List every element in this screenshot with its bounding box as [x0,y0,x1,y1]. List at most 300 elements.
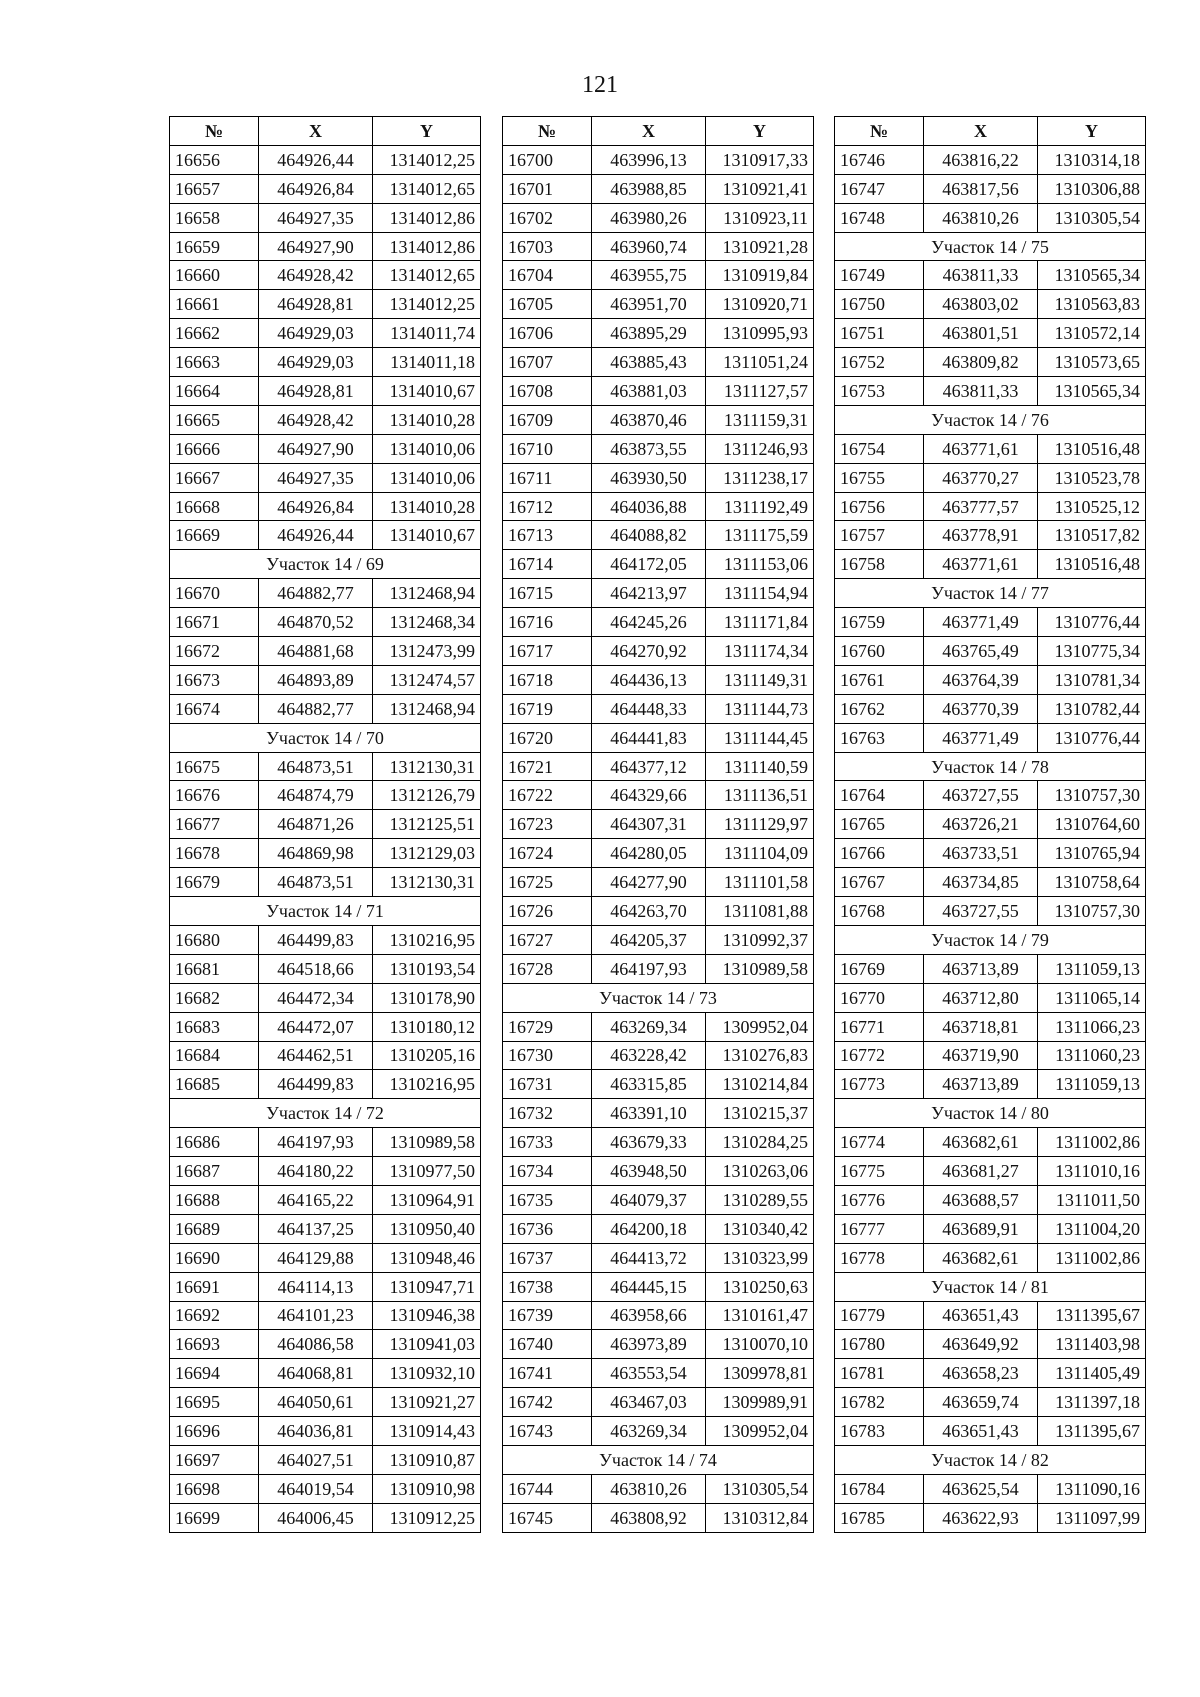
section-row [835,752,1146,781]
y-coordinate-cell: 1314010,67 [373,377,481,406]
x-coordinate-cell: 463682,61 [924,1243,1038,1272]
point-number-cell: 16759 [835,608,924,637]
table-row [503,1474,814,1503]
table-row [835,1474,1146,1503]
y-coordinate-cell: 1310757,30 [1038,897,1146,926]
point-number-cell: 16768 [835,897,924,926]
section-row [835,232,1146,261]
column-header-y: Y [373,117,481,146]
point-number-cell: 16702 [503,203,592,232]
table-row [170,348,481,377]
table-row [503,781,814,810]
table-row [170,1128,481,1157]
section-title: Участок 14 / 75 [835,232,1146,261]
y-coordinate-cell: 1314010,06 [373,434,481,463]
table-row [835,983,1146,1012]
point-number-cell: 16672 [170,637,259,666]
table-row [503,694,814,723]
x-coordinate-cell: 464927,90 [259,434,373,463]
x-coordinate-cell: 464086,58 [259,1330,373,1359]
point-number-cell: 16745 [503,1503,592,1532]
y-coordinate-cell: 1310250,63 [706,1272,814,1301]
x-coordinate-cell: 463713,89 [924,954,1038,983]
x-coordinate-cell: 463719,90 [924,1041,1038,1070]
x-coordinate-cell: 463467,03 [592,1388,706,1417]
y-coordinate-cell: 1314012,86 [373,232,481,261]
x-coordinate-cell: 463713,89 [924,1070,1038,1099]
y-coordinate-cell: 1310992,37 [706,925,814,954]
y-coordinate-cell: 1314010,06 [373,463,481,492]
coordinates-table-2 [502,116,814,1533]
point-number-cell: 16708 [503,377,592,406]
x-coordinate-cell: 463996,13 [592,145,706,174]
x-coordinate-cell: 463771,49 [924,608,1038,637]
table-row [170,1301,481,1330]
section-row [170,550,481,579]
point-number-cell: 16700 [503,145,592,174]
point-number-cell: 16774 [835,1128,924,1157]
section-title: Участок 14 / 73 [503,983,814,1012]
x-coordinate-cell: 463649,92 [924,1330,1038,1359]
x-coordinate-cell: 463727,55 [924,897,1038,926]
table-row [170,810,481,839]
table-row [835,1417,1146,1446]
x-coordinate-cell: 464088,82 [592,521,706,550]
point-number-cell: 16754 [835,434,924,463]
table-row [170,1474,481,1503]
x-coordinate-cell: 464027,51 [259,1445,373,1474]
y-coordinate-cell: 1314010,67 [373,521,481,550]
x-coordinate-cell: 463391,10 [592,1099,706,1128]
table-row [503,1099,814,1128]
point-number-cell: 16775 [835,1157,924,1186]
table-row [503,1070,814,1099]
y-coordinate-cell: 1314012,25 [373,290,481,319]
y-coordinate-cell: 1310910,98 [373,1474,481,1503]
y-coordinate-cell: 1311403,98 [1038,1330,1146,1359]
y-coordinate-cell: 1310323,99 [706,1243,814,1272]
table-row [170,637,481,666]
x-coordinate-cell: 464893,89 [259,665,373,694]
point-number-cell: 16748 [835,203,924,232]
y-coordinate-cell: 1310921,28 [706,232,814,261]
section-title: Участок 14 / 82 [835,1445,1146,1474]
x-coordinate-cell: 463955,75 [592,261,706,290]
table-row [835,434,1146,463]
y-coordinate-cell: 1311171,84 [706,608,814,637]
point-number-cell: 16726 [503,897,592,926]
point-number-cell: 16722 [503,781,592,810]
section-row [835,925,1146,954]
table-row [170,925,481,954]
x-coordinate-cell: 463958,66 [592,1301,706,1330]
point-number-cell: 16709 [503,405,592,434]
table-row [170,608,481,637]
x-coordinate-cell: 463811,33 [924,377,1038,406]
table-row [503,232,814,261]
y-coordinate-cell: 1310516,48 [1038,550,1146,579]
section-title: Участок 14 / 81 [835,1272,1146,1301]
table-row [835,694,1146,723]
x-coordinate-cell: 464137,25 [259,1214,373,1243]
y-coordinate-cell: 1310216,95 [373,1070,481,1099]
x-coordinate-cell: 464927,90 [259,232,373,261]
x-coordinate-cell: 463681,27 [924,1157,1038,1186]
x-coordinate-cell: 464928,81 [259,290,373,319]
y-coordinate-cell: 1310565,34 [1038,261,1146,290]
point-number-cell: 16770 [835,983,924,1012]
x-coordinate-cell: 463269,34 [592,1012,706,1041]
point-number-cell: 16682 [170,983,259,1012]
x-coordinate-cell: 464929,03 [259,319,373,348]
point-number-cell: 16717 [503,637,592,666]
table-row [503,810,814,839]
x-coordinate-cell: 463771,61 [924,434,1038,463]
point-number-cell: 16656 [170,145,259,174]
table-row [503,1330,814,1359]
point-number-cell: 16678 [170,839,259,868]
table-row [835,521,1146,550]
x-coordinate-cell: 463733,51 [924,839,1038,868]
table-row [170,174,481,203]
table-row [835,261,1146,290]
y-coordinate-cell: 1312130,31 [373,752,481,781]
point-number-cell: 16692 [170,1301,259,1330]
table-row [170,579,481,608]
point-number-cell: 16755 [835,463,924,492]
table-row [170,1417,481,1446]
x-coordinate-cell: 464079,37 [592,1185,706,1214]
x-coordinate-cell: 463885,43 [592,348,706,377]
x-coordinate-cell: 464499,83 [259,1070,373,1099]
x-coordinate-cell: 464928,42 [259,405,373,434]
x-coordinate-cell: 464280,05 [592,839,706,868]
y-coordinate-cell: 1310950,40 [373,1214,481,1243]
point-number-cell: 16671 [170,608,259,637]
x-coordinate-cell: 463651,43 [924,1417,1038,1446]
point-number-cell: 16706 [503,319,592,348]
point-number-cell: 16783 [835,1417,924,1446]
y-coordinate-cell: 1311059,13 [1038,954,1146,983]
point-number-cell: 16777 [835,1214,924,1243]
point-number-cell: 16688 [170,1185,259,1214]
page-number: 121 [582,72,618,98]
table-row [835,868,1146,897]
y-coordinate-cell: 1311002,86 [1038,1243,1146,1272]
x-coordinate-cell: 463811,33 [924,261,1038,290]
y-coordinate-cell: 1310572,14 [1038,319,1146,348]
point-number-cell: 16664 [170,377,259,406]
y-coordinate-cell: 1314011,18 [373,348,481,377]
table-row [835,1012,1146,1041]
table-row [503,1388,814,1417]
point-number-cell: 16751 [835,319,924,348]
table-row [503,145,814,174]
x-coordinate-cell: 463771,61 [924,550,1038,579]
table-row [835,463,1146,492]
y-coordinate-cell: 1310765,94 [1038,839,1146,868]
table-row [170,983,481,1012]
x-coordinate-cell: 464472,07 [259,1012,373,1041]
table-row [835,839,1146,868]
section-title: Участок 14 / 77 [835,579,1146,608]
point-number-cell: 16665 [170,405,259,434]
x-coordinate-cell: 463658,23 [924,1359,1038,1388]
y-coordinate-cell: 1310923,11 [706,203,814,232]
table-row [170,954,481,983]
point-number-cell: 16742 [503,1388,592,1417]
x-coordinate-cell: 463764,39 [924,665,1038,694]
y-coordinate-cell: 1311060,23 [1038,1041,1146,1070]
header-row [835,117,1146,146]
point-number-cell: 16660 [170,261,259,290]
point-number-cell: 16735 [503,1185,592,1214]
table-row [170,232,481,261]
y-coordinate-cell: 1310340,42 [706,1214,814,1243]
point-number-cell: 16666 [170,434,259,463]
y-coordinate-cell: 1310305,54 [706,1474,814,1503]
y-coordinate-cell: 1312125,51 [373,810,481,839]
table-row [170,145,481,174]
x-coordinate-cell: 464129,88 [259,1243,373,1272]
y-coordinate-cell: 1310776,44 [1038,608,1146,637]
point-number-cell: 16773 [835,1070,924,1099]
column-header-y: Y [706,117,814,146]
x-coordinate-cell: 464927,35 [259,463,373,492]
y-coordinate-cell: 1310775,34 [1038,637,1146,666]
table-row [170,1214,481,1243]
point-number-cell: 16669 [170,521,259,550]
x-coordinate-cell: 463228,42 [592,1041,706,1070]
y-coordinate-cell: 1310776,44 [1038,723,1146,752]
point-number-cell: 16719 [503,694,592,723]
point-number-cell: 16723 [503,810,592,839]
x-coordinate-cell: 464881,68 [259,637,373,666]
table-row [835,810,1146,839]
table-row [170,1157,481,1186]
point-number-cell: 16668 [170,492,259,521]
table-row [503,492,814,521]
section-title: Участок 14 / 69 [170,550,481,579]
y-coordinate-cell: 1311081,88 [706,897,814,926]
x-coordinate-cell: 463622,93 [924,1503,1038,1532]
y-coordinate-cell: 1310573,65 [1038,348,1146,377]
table-row [503,261,814,290]
x-coordinate-cell: 464036,88 [592,492,706,521]
point-number-cell: 16675 [170,752,259,781]
table-row [503,1128,814,1157]
x-coordinate-cell: 464172,05 [592,550,706,579]
table-row [503,897,814,926]
section-row [835,1099,1146,1128]
table-row [503,1272,814,1301]
table-row [170,203,481,232]
point-number-cell: 16761 [835,665,924,694]
y-coordinate-cell: 1311149,31 [706,665,814,694]
y-coordinate-cell: 1310948,46 [373,1243,481,1272]
point-number-cell: 16760 [835,637,924,666]
y-coordinate-cell: 1309978,81 [706,1359,814,1388]
table-row [170,1359,481,1388]
y-coordinate-cell: 1312468,94 [373,694,481,723]
x-coordinate-cell: 464928,81 [259,377,373,406]
point-number-cell: 16696 [170,1417,259,1446]
table-row [503,1359,814,1388]
x-coordinate-cell: 464518,66 [259,954,373,983]
table-row [835,897,1146,926]
y-coordinate-cell: 1311127,57 [706,377,814,406]
x-coordinate-cell: 464329,66 [592,781,706,810]
y-coordinate-cell: 1310525,12 [1038,492,1146,521]
point-number-cell: 16780 [835,1330,924,1359]
point-number-cell: 16693 [170,1330,259,1359]
point-number-cell: 16699 [170,1503,259,1532]
x-coordinate-cell: 464926,44 [259,145,373,174]
point-number-cell: 16720 [503,723,592,752]
table-row [835,1214,1146,1243]
table-row [170,463,481,492]
table-row [170,377,481,406]
section-title: Участок 14 / 79 [835,925,1146,954]
coordinates-table-1 [169,116,481,1533]
x-coordinate-cell: 463810,26 [592,1474,706,1503]
point-number-cell: 16781 [835,1359,924,1388]
point-number-cell: 16704 [503,261,592,290]
x-coordinate-cell: 464050,61 [259,1388,373,1417]
x-coordinate-cell: 464377,12 [592,752,706,781]
point-number-cell: 16667 [170,463,259,492]
table-row [503,1503,814,1532]
point-number-cell: 16746 [835,145,924,174]
table-row [835,637,1146,666]
table-row [503,608,814,637]
y-coordinate-cell: 1309952,04 [706,1012,814,1041]
column-header-x: X [259,117,373,146]
point-number-cell: 16676 [170,781,259,810]
point-number-cell: 16736 [503,1214,592,1243]
y-coordinate-cell: 1310920,71 [706,290,814,319]
point-number-cell: 16741 [503,1359,592,1388]
x-coordinate-cell: 464871,26 [259,810,373,839]
y-coordinate-cell: 1311011,50 [1038,1185,1146,1214]
x-coordinate-cell: 464472,34 [259,983,373,1012]
section-title: Участок 14 / 72 [170,1099,481,1128]
y-coordinate-cell: 1311238,17 [706,463,814,492]
table-row [835,348,1146,377]
y-coordinate-cell: 1310989,58 [373,1128,481,1157]
point-number-cell: 16764 [835,781,924,810]
point-number-cell: 16721 [503,752,592,781]
table-row [835,1070,1146,1099]
y-coordinate-cell: 1310781,34 [1038,665,1146,694]
table-row [503,405,814,434]
x-coordinate-cell: 464873,51 [259,752,373,781]
y-coordinate-cell: 1310941,03 [373,1330,481,1359]
point-number-cell: 16727 [503,925,592,954]
x-coordinate-cell: 464197,93 [592,954,706,983]
column-header-x: X [592,117,706,146]
y-coordinate-cell: 1311065,14 [1038,983,1146,1012]
x-coordinate-cell: 463718,81 [924,1012,1038,1041]
y-coordinate-cell: 1310216,95 [373,925,481,954]
point-number-cell: 16711 [503,463,592,492]
x-coordinate-cell: 463625,54 [924,1474,1038,1503]
x-coordinate-cell: 463734,85 [924,868,1038,897]
point-number-cell: 16772 [835,1041,924,1070]
x-coordinate-cell: 464413,72 [592,1243,706,1272]
point-number-cell: 16756 [835,492,924,521]
table-row [170,290,481,319]
table-row [170,319,481,348]
table-row [170,839,481,868]
point-number-cell: 16657 [170,174,259,203]
x-coordinate-cell: 464882,77 [259,694,373,723]
x-coordinate-cell: 463688,57 [924,1185,1038,1214]
section-row [503,1445,814,1474]
x-coordinate-cell: 463808,92 [592,1503,706,1532]
x-coordinate-cell: 464441,83 [592,723,706,752]
column-header-number: № [835,117,924,146]
y-coordinate-cell: 1314010,28 [373,405,481,434]
table-row [503,637,814,666]
y-coordinate-cell: 1310964,91 [373,1185,481,1214]
table-row [835,608,1146,637]
y-coordinate-cell: 1310995,93 [706,319,814,348]
point-number-cell: 16683 [170,1012,259,1041]
section-title: Участок 14 / 74 [503,1445,814,1474]
point-number-cell: 16757 [835,521,924,550]
y-coordinate-cell: 1310910,87 [373,1445,481,1474]
y-coordinate-cell: 1311405,49 [1038,1359,1146,1388]
table-row [503,723,814,752]
table-row [503,1041,814,1070]
section-title: Участок 14 / 80 [835,1099,1146,1128]
y-coordinate-cell: 1311051,24 [706,348,814,377]
table-row [835,1243,1146,1272]
point-number-cell: 16749 [835,261,924,290]
point-number-cell: 16728 [503,954,592,983]
x-coordinate-cell: 463801,51 [924,319,1038,348]
table-row [170,1388,481,1417]
x-coordinate-cell: 463770,39 [924,694,1038,723]
x-coordinate-cell: 463951,70 [592,290,706,319]
table-row [170,1503,481,1532]
x-coordinate-cell: 464277,90 [592,868,706,897]
point-number-cell: 16684 [170,1041,259,1070]
table-row [835,1503,1146,1532]
point-number-cell: 16779 [835,1301,924,1330]
x-coordinate-cell: 464869,98 [259,839,373,868]
section-row [170,897,481,926]
point-number-cell: 16753 [835,377,924,406]
y-coordinate-cell: 1311175,59 [706,521,814,550]
y-coordinate-cell: 1312468,34 [373,608,481,637]
x-coordinate-cell: 463873,55 [592,434,706,463]
y-coordinate-cell: 1311097,99 [1038,1503,1146,1532]
point-number-cell: 16716 [503,608,592,637]
table-row [503,1012,814,1041]
x-coordinate-cell: 464873,51 [259,868,373,897]
x-coordinate-cell: 464019,54 [259,1474,373,1503]
x-coordinate-cell: 463777,57 [924,492,1038,521]
table-row [170,868,481,897]
point-number-cell: 16701 [503,174,592,203]
y-coordinate-cell: 1310289,55 [706,1185,814,1214]
table-row [503,203,814,232]
y-coordinate-cell: 1310306,88 [1038,174,1146,203]
point-number-cell: 16715 [503,579,592,608]
point-number-cell: 16750 [835,290,924,319]
